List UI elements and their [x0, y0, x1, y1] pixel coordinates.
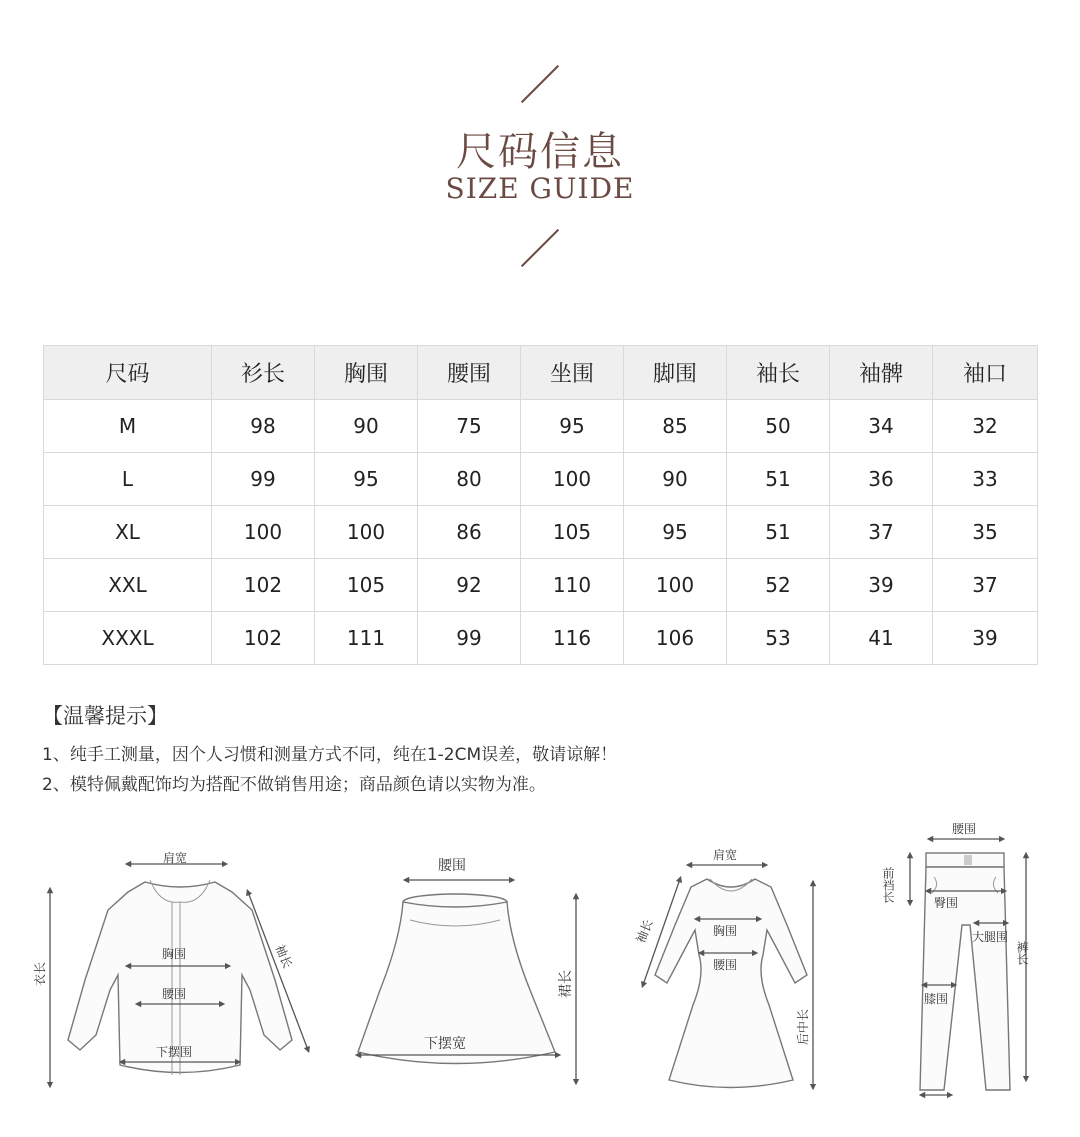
table-cell: XL [44, 506, 212, 559]
shirt-diagram [30, 840, 330, 1100]
table-cell: 75 [418, 400, 521, 453]
hem-label: 下摆围 [156, 1045, 193, 1059]
pants-diagram [880, 815, 1060, 1105]
table-cell: 51 [727, 453, 830, 506]
length-label: 裙长 [558, 970, 574, 998]
waist-label: 腰围 [952, 822, 977, 836]
table-cell: 95 [521, 400, 624, 453]
decorative-slash-top [521, 65, 559, 103]
table-cell: 110 [521, 559, 624, 612]
table-cell: 99 [418, 612, 521, 665]
waist-label: 腰围 [713, 958, 738, 972]
pants-icon [880, 815, 1060, 1105]
table-cell: 90 [315, 400, 418, 453]
waist-label: 腰围 [162, 987, 187, 1001]
table-row [44, 559, 1038, 612]
table-cell: XXL [44, 559, 212, 612]
hem-label: 下摆宽 [424, 1036, 466, 1052]
skirt-diagram [340, 840, 600, 1100]
table-cell: 52 [727, 559, 830, 612]
table-cell: 35 [933, 506, 1038, 559]
table-cell: 85 [624, 400, 727, 453]
tips-section [42, 700, 1042, 800]
table-cell: 39 [933, 612, 1038, 665]
shoulder-label: 肩宽 [713, 848, 738, 862]
skirt-icon [340, 840, 600, 1100]
length-label: 裤长 [1015, 941, 1029, 965]
table-cell: L [44, 453, 212, 506]
table-cell: 80 [418, 453, 521, 506]
table-cell: 90 [624, 453, 727, 506]
page-subtitle: SIZE GUIDE [445, 172, 635, 205]
table-cell: 100 [315, 506, 418, 559]
table-row [44, 453, 1038, 506]
table-cell: 100 [521, 453, 624, 506]
column-header: 胸围 [315, 346, 418, 400]
table-cell: 105 [521, 506, 624, 559]
knee-label: 膝围 [924, 992, 949, 1006]
size-guide-header [0, 0, 1080, 300]
chest-label: 胸围 [713, 924, 738, 938]
column-header: 腰围 [418, 346, 521, 400]
table-header-row [44, 346, 1038, 400]
table-row [44, 506, 1038, 559]
table-cell: 37 [933, 559, 1038, 612]
table-cell: 92 [418, 559, 521, 612]
column-header: 脚围 [624, 346, 727, 400]
table-cell: 33 [933, 453, 1038, 506]
table-cell: XXXL [44, 612, 212, 665]
thigh-label: 大腿围 [972, 930, 1009, 944]
decorative-slash-bottom [521, 229, 559, 267]
table-cell: 102 [212, 559, 315, 612]
shoulder-label: 肩宽 [163, 851, 188, 865]
sleeve-label: 袖长 [272, 942, 295, 971]
table-cell: 53 [727, 612, 830, 665]
table-cell: 99 [212, 453, 315, 506]
waist-label: 腰围 [438, 858, 466, 874]
table-cell: M [44, 400, 212, 453]
table-cell: 106 [624, 612, 727, 665]
front-rise-label: 前裆长 [881, 867, 895, 903]
column-header: 袖口 [933, 346, 1038, 400]
tip-line: 1、纯手工测量，因个人习惯和测量方式不同，纯在1-2CM误差，敬请谅解！ [42, 745, 618, 765]
table-cell: 86 [418, 506, 521, 559]
back-length-label: 后中长 [796, 1008, 810, 1045]
table-cell: 105 [315, 559, 418, 612]
table-cell: 41 [830, 612, 933, 665]
table-row [44, 612, 1038, 665]
table-cell: 39 [830, 559, 933, 612]
column-header: 尺码 [44, 346, 212, 400]
table-cell: 95 [624, 506, 727, 559]
dress-icon [625, 835, 845, 1100]
table-cell: 111 [315, 612, 418, 665]
table-row [44, 400, 1038, 453]
table-cell: 32 [933, 400, 1038, 453]
length-label: 衣长 [33, 961, 47, 986]
table-cell: 37 [830, 506, 933, 559]
tip-line: 2、模特佩戴配饰均为搭配不做销售用途；商品颜色请以实物为准。 [42, 775, 546, 795]
table-cell: 95 [315, 453, 418, 506]
table-cell: 100 [624, 559, 727, 612]
sleeve-label: 袖长 [633, 917, 656, 946]
table-cell: 100 [212, 506, 315, 559]
column-header: 袖长 [727, 346, 830, 400]
chest-label: 胸围 [162, 947, 187, 961]
table-cell: 51 [727, 506, 830, 559]
page-title: 尺码信息 [456, 129, 624, 175]
table-cell: 102 [212, 612, 315, 665]
table-cell: 98 [212, 400, 315, 453]
column-header: 衫长 [212, 346, 315, 400]
tips-title: 【温馨提示】 [42, 704, 168, 728]
column-header: 袖髀 [830, 346, 933, 400]
shirt-icon [30, 840, 330, 1100]
table-cell: 34 [830, 400, 933, 453]
table-cell: 50 [727, 400, 830, 453]
dress-diagram [625, 835, 845, 1100]
table-cell: 36 [830, 453, 933, 506]
size-table [43, 345, 1038, 665]
column-header: 坐围 [521, 346, 624, 400]
table-cell: 116 [521, 612, 624, 665]
hip-label: 臀围 [934, 896, 959, 910]
